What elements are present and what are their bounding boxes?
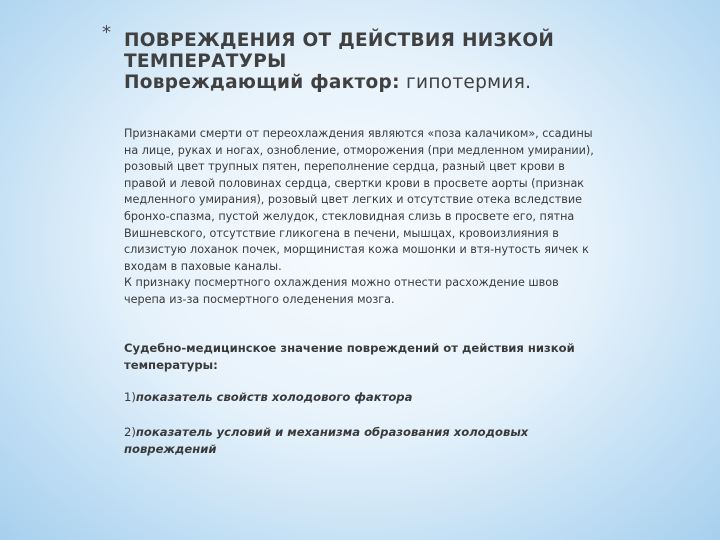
item-text: показатель свойств холодового фактора [135,390,413,404]
item-number: 2) [124,425,136,439]
damaging-factor [124,72,684,93]
significance-heading: Судебно-медицинское значение повреждений от действия низкой температуры: [124,341,575,372]
significance-item [124,389,604,406]
title-line-1: ПОВРЕЖДЕНИЯ ОТ ДЕЙСТВИЯ НИЗКОЙ [124,30,555,51]
damaging-factor-label: Повреждающий фактор: [124,72,400,93]
bullet-marker: * [102,22,111,43]
significance-item [124,424,604,458]
damaging-factor-value: гипотермия. [399,72,532,93]
body-text [124,126,594,309]
postmortem-paragraph: К признаку посмертного охлаждения можно отнести расхождение швов черепа из-за посмертного оледенения мозга. [124,276,559,306]
slide-title [124,30,684,93]
item-number: 1) [124,390,136,404]
item-text: показатель условий и механизма образования холодовых повреждений [124,425,529,456]
title-line-2: ТЕМПЕРАТУРЫ [124,51,287,72]
signs-paragraph: Признаками смерти от переохлаждения являются «поза калачиком», ссадины на лице, руках и ногах, ознобление, отморожения (при медленном умирании), розовый цвет трупных пятен, переполнение сердца, разный цвет крови в правой и левой половинах сердца, свертки крови в просвете аорты (признак медленного умирания), розовый цвет легких и отсутствие отека вследствие бронхо-спазма, пустой желудок, стекловидная слизь в просвете его, пятна Вишневского, отсутствие гликогена в печени, мышцах, кровоизлияния в слизистую лоханок почек, морщинистая кожа мошонки и втя-нутость яичек к входам в паховые каналы. [124,127,594,273]
